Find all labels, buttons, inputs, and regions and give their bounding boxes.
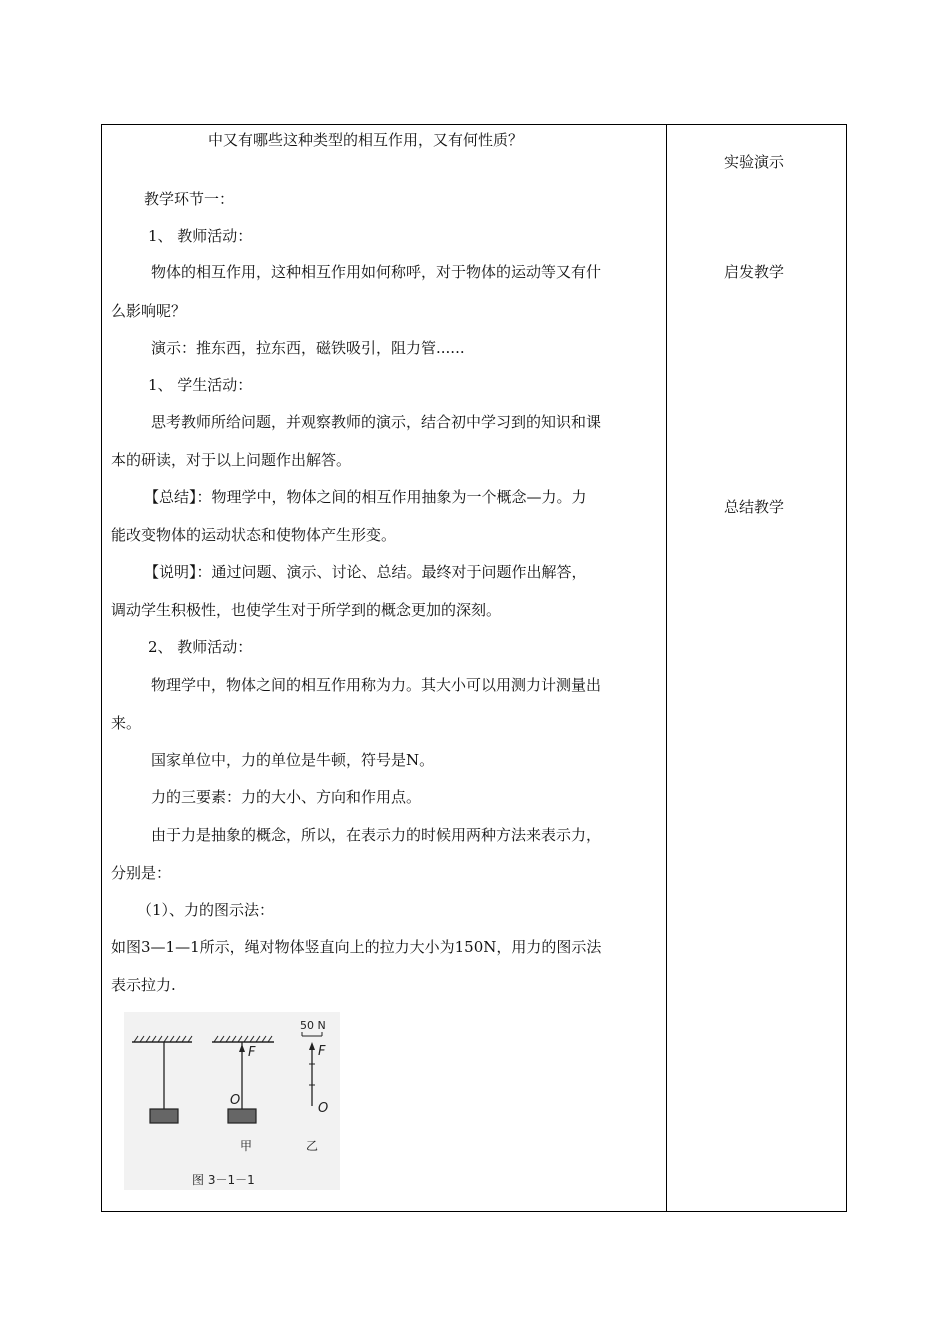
text-line: （1）、力的图示法： xyxy=(137,901,275,919)
text-line: 物体的相互作用，这种相互作用如何称呼，对于物体的运动等又有什 xyxy=(151,263,602,281)
hanging-block xyxy=(228,1109,256,1123)
origin-label: O xyxy=(318,1101,329,1116)
jia-label: 甲 xyxy=(240,1139,253,1153)
text-line: 分别是： xyxy=(111,864,172,882)
text-line: 【说明】：通过问题、演示、讨论、总结。最终对于问题作出解答， xyxy=(144,563,587,581)
text-line: 物理学中，物体之间的相互作用称为力。其大小可以用测力计测量出 xyxy=(151,676,602,694)
force-diagram-figure xyxy=(124,1012,340,1190)
text-line: 思考教师所给问题，并观察教师的演示，结合初中学习到的知识和课 xyxy=(151,413,602,431)
text-line: 1、 学生活动： xyxy=(148,376,253,394)
force-arrow-head xyxy=(239,1044,245,1052)
text-line: 力的三要素：力的大小、方向和作用点。 xyxy=(151,788,422,806)
figure-caption: 图 3－1－1 xyxy=(192,1173,255,1187)
text-line: 【总结】：物理学中，物体之间的相互作用抽象为一个概念—力。力 xyxy=(144,488,587,506)
force-label: F xyxy=(318,1044,326,1059)
text-line: 能改变物体的运动状态和使物体产生形变。 xyxy=(111,526,397,544)
scale-label: 50 N xyxy=(300,1019,326,1032)
teaching-method-note: 启发教学 xyxy=(724,263,785,281)
column-divider xyxy=(666,124,667,1212)
force-label: F xyxy=(248,1045,256,1060)
force-arrow-head xyxy=(309,1042,315,1050)
ceiling-hatching xyxy=(134,1036,192,1042)
hanging-block xyxy=(150,1109,178,1123)
origin-label: O xyxy=(230,1093,241,1108)
text-line: 中又有哪些这种类型的相互作用，又有何性质？ xyxy=(208,131,524,149)
text-line: 教学环节一： xyxy=(144,190,235,208)
text-line: 1、 教师活动： xyxy=(148,227,253,245)
yi-label: 乙 xyxy=(306,1139,319,1153)
text-line: 表示拉力. xyxy=(111,976,176,994)
text-line: 如图3—1—1所示，绳对物体竖直向上的拉力大小为150N，用力的图示法 xyxy=(111,938,602,956)
text-line: 国家单位中，力的单位是牛顿，符号是N。 xyxy=(151,751,435,769)
text-line: 调动学生积极性，也使学生对于所学到的概念更加的深刻。 xyxy=(111,601,502,619)
text-line: 来。 xyxy=(111,714,142,732)
text-line: 么影响呢？ xyxy=(111,302,187,320)
text-line: 由于力是抽象的概念，所以，在表示力的时候用两种方法来表示力， xyxy=(151,826,602,844)
ceiling-hatching xyxy=(214,1036,272,1042)
teaching-method-note: 总结教学 xyxy=(724,498,785,516)
text-line: 本的研读，对于以上问题作出解答。 xyxy=(111,451,352,469)
text-line: 演示：推东西，拉东西，磁铁吸引，阻力管...... xyxy=(151,339,465,357)
text-line: 2、 教师活动： xyxy=(148,638,253,656)
teaching-method-note: 实验演示 xyxy=(724,153,785,171)
force-diagram-svg xyxy=(124,1012,340,1190)
